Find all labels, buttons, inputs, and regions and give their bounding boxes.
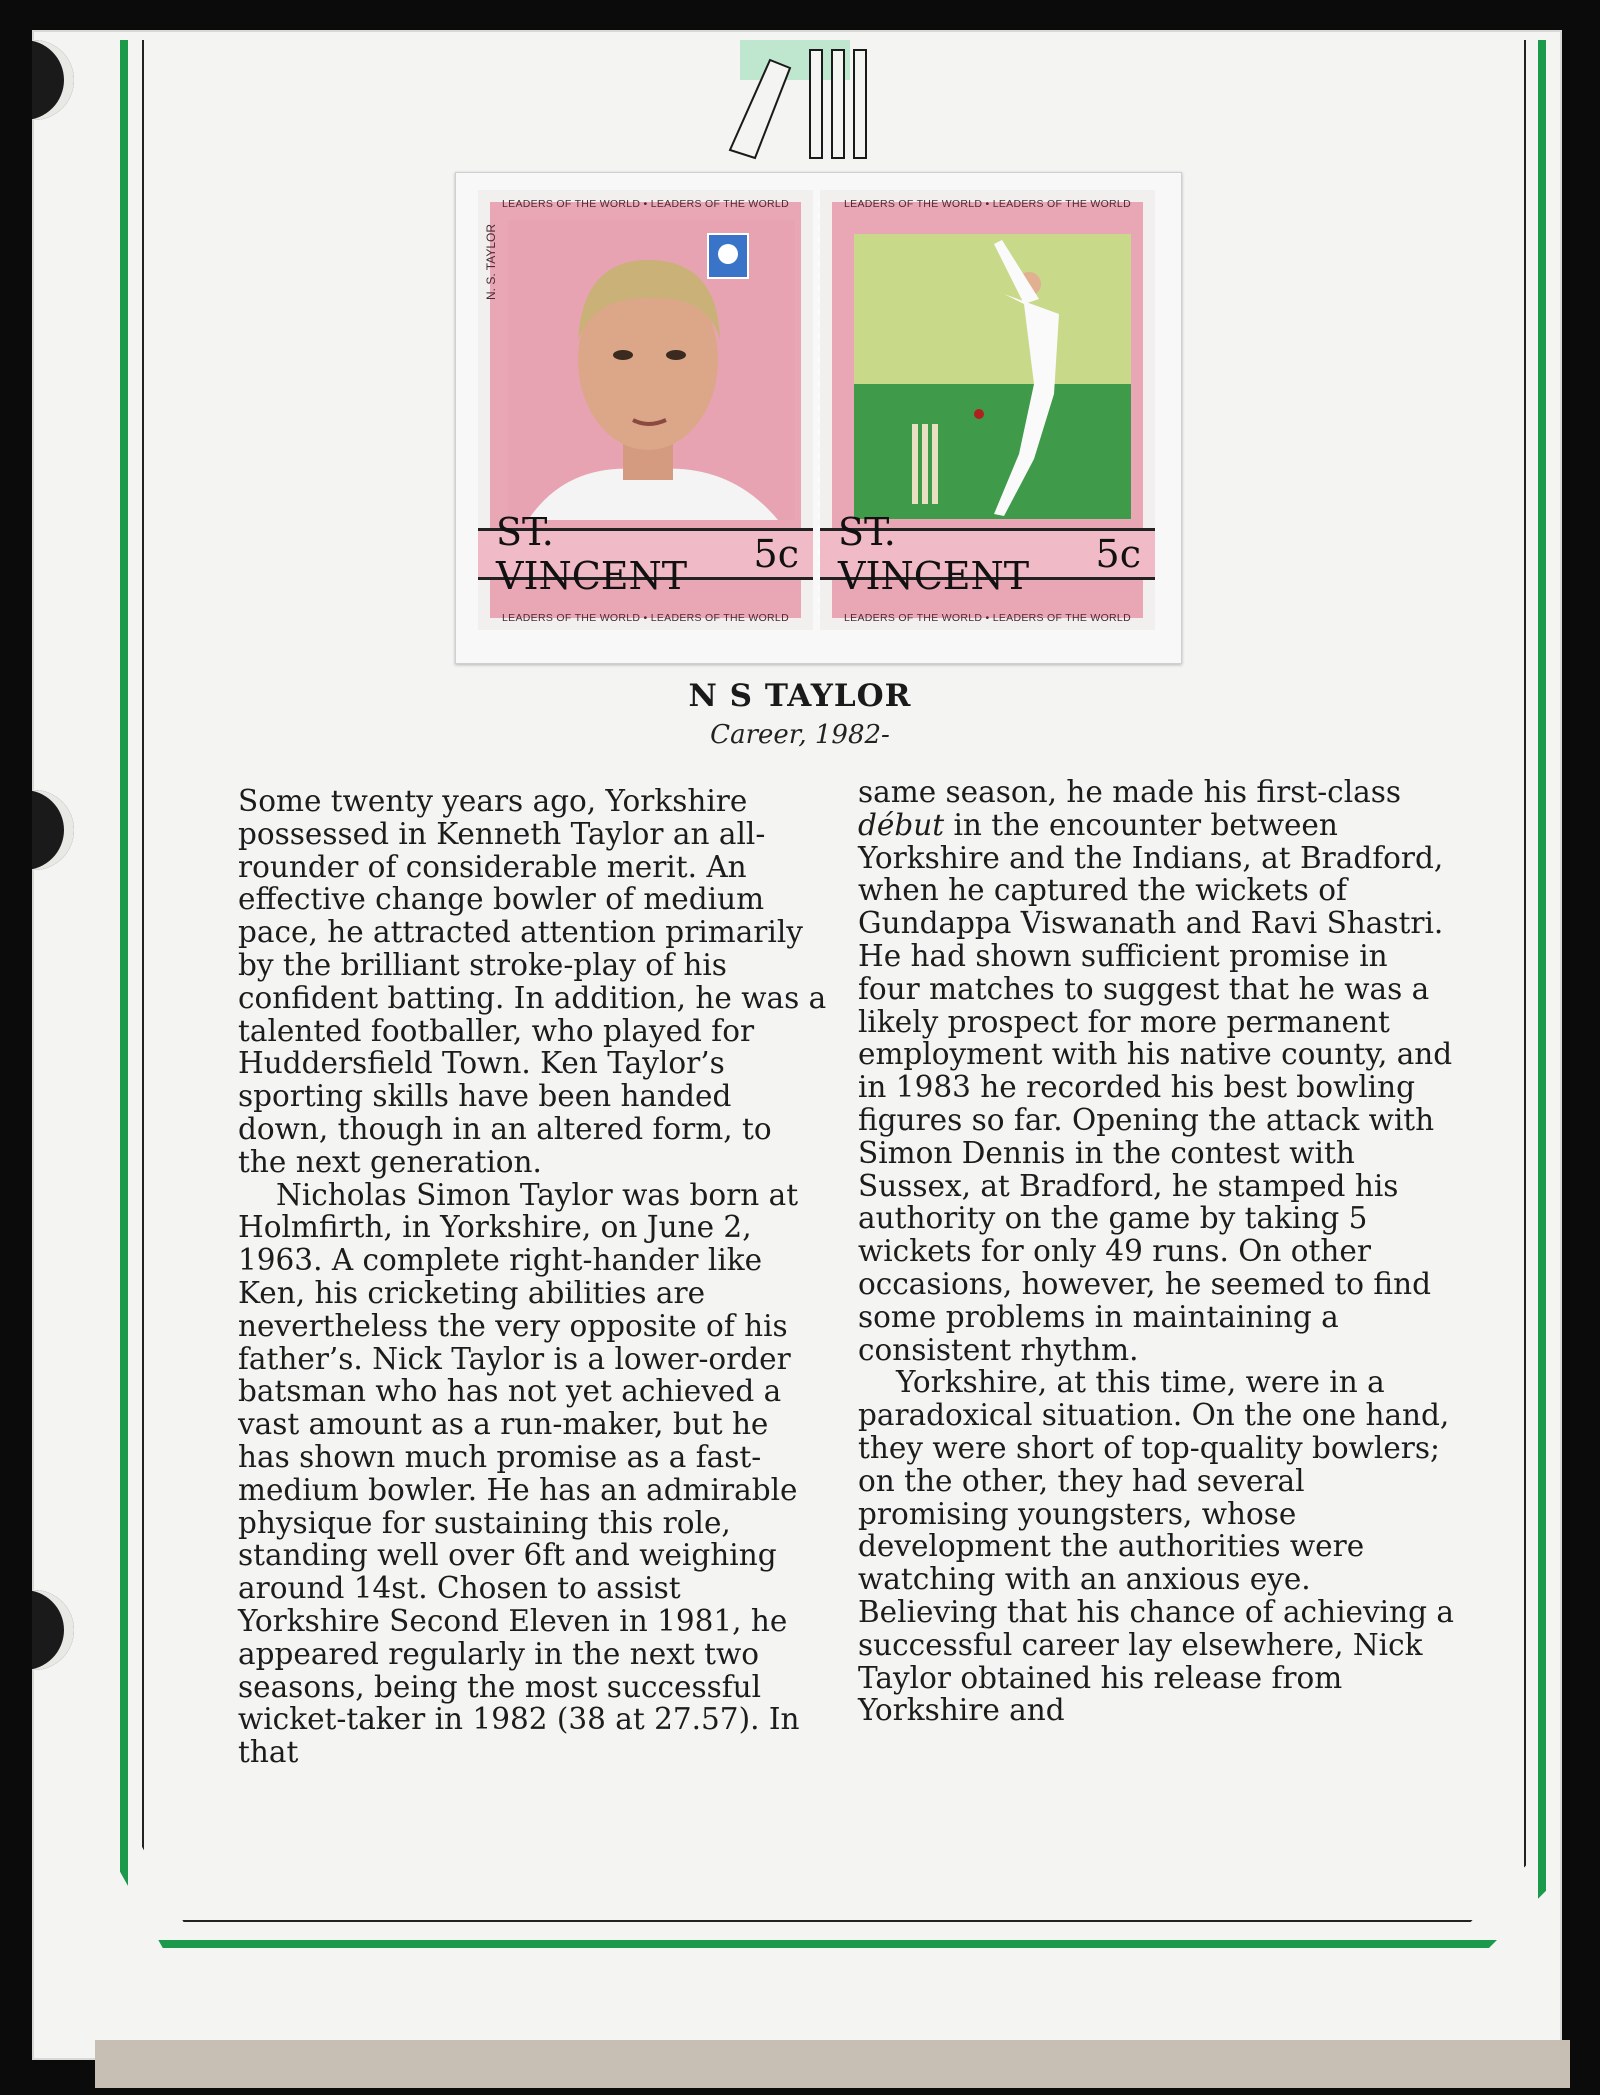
paragraph	[858, 776, 1458, 1366]
stamp-top-legend: LEADERS OF THE WORLD • LEADERS OF THE WORLD	[502, 198, 789, 210]
stamp-country-bar	[820, 510, 1155, 598]
stamp-top-legend: LEADERS OF THE WORLD • LEADERS OF THE WORLD	[844, 198, 1131, 210]
paragraph-start: same season, he made his first-class	[858, 775, 1401, 809]
stamp-side-name: N. S. TAYLOR	[484, 223, 498, 300]
paragraph: Nicholas Simon Taylor was born at Holmfirth, in Yorkshire, on June 2, 1963. A complete right-hander like Ken, his cricketing abilities are nevertheless the very opposite of his father’s. Nick Taylor is a lower-order batsman who has not yet achieved a vast amount as a run-maker, but he has shown much promise as a fast-medium bowler. He has an admirable physique for sustaining this role, standing well over 6ft and weighing around 14st. Chosen to assist Yorkshire Second Eleven in 1981, he appeared regularly in the next two seasons, being the most successful wicket-taker in 1982 (38 at 27.57). In that	[238, 1177, 800, 1770]
paragraph: Some twenty years ago, Yorkshire possessed in Kenneth Taylor an all-rounder of considerable merit. An effective change bowler of medium pace, he attracted attention primarily by the brilliant stroke-play of his confident batting. In addition, he was a talented footballer, who played for Huddersfield Town. Ken Taylor’s sporting skills have been handed down, though in an altered form, to the next generation.	[238, 784, 827, 1179]
stamp-portrait	[478, 190, 813, 630]
paragraph-rest: in the encounter between Yorkshire and the Indians, at Bradford, when he captured the wickets of Gundappa Viswanath and Ravi Shastri. He had shown sufficient promise in four matches to suggest that he was a likely prospect for more permanent employment with his native county, and in 1983 he recorded his best bowling figures so far. Opening the attack with Simon Dennis in the contest with Sussex, at Bradford, he stamped his authority on the game by taking 5 wickets for only 49 runs. On other occasions, however, he seemed to find some problems in maintaining a consistent rhythm.	[858, 807, 1453, 1367]
bowler-image	[854, 234, 1131, 519]
article-column-right	[858, 776, 1458, 1727]
article-subtitle: Career, 1982-	[710, 720, 890, 750]
portrait-image	[508, 220, 795, 520]
italic-word: début	[858, 807, 945, 842]
stamp-bottom-legend: LEADERS OF THE WORLD • LEADERS OF THE WORLD	[502, 612, 789, 624]
stamp-value: 5c	[753, 532, 799, 576]
article-column-left	[238, 785, 828, 1769]
stamp-country: ST. VINCENT	[838, 510, 1030, 598]
paragraph: Yorkshire, at this time, were in a paradoxical situation. On the one hand, they were short of top-quality bowlers; on the other, they had several promising youngsters, whose development the authorities were watching with an anxious eye. Believing that his chance of achieving a successful career lay elsewhere, Nick Taylor obtained his release from Yorkshire and	[858, 1365, 1454, 1728]
stamp-country: ST. VINCENT	[496, 510, 688, 598]
cricket-bat-stumps-logo	[700, 40, 900, 160]
article-title: N S TAYLOR	[688, 678, 912, 714]
stamp-bottom-legend: LEADERS OF THE WORLD • LEADERS OF THE WORLD	[844, 612, 1131, 624]
stamp-country-bar	[478, 510, 813, 598]
page-stack-edge	[95, 2040, 1570, 2088]
stamp-action	[820, 190, 1155, 630]
stamp-value: 5c	[1095, 532, 1141, 576]
